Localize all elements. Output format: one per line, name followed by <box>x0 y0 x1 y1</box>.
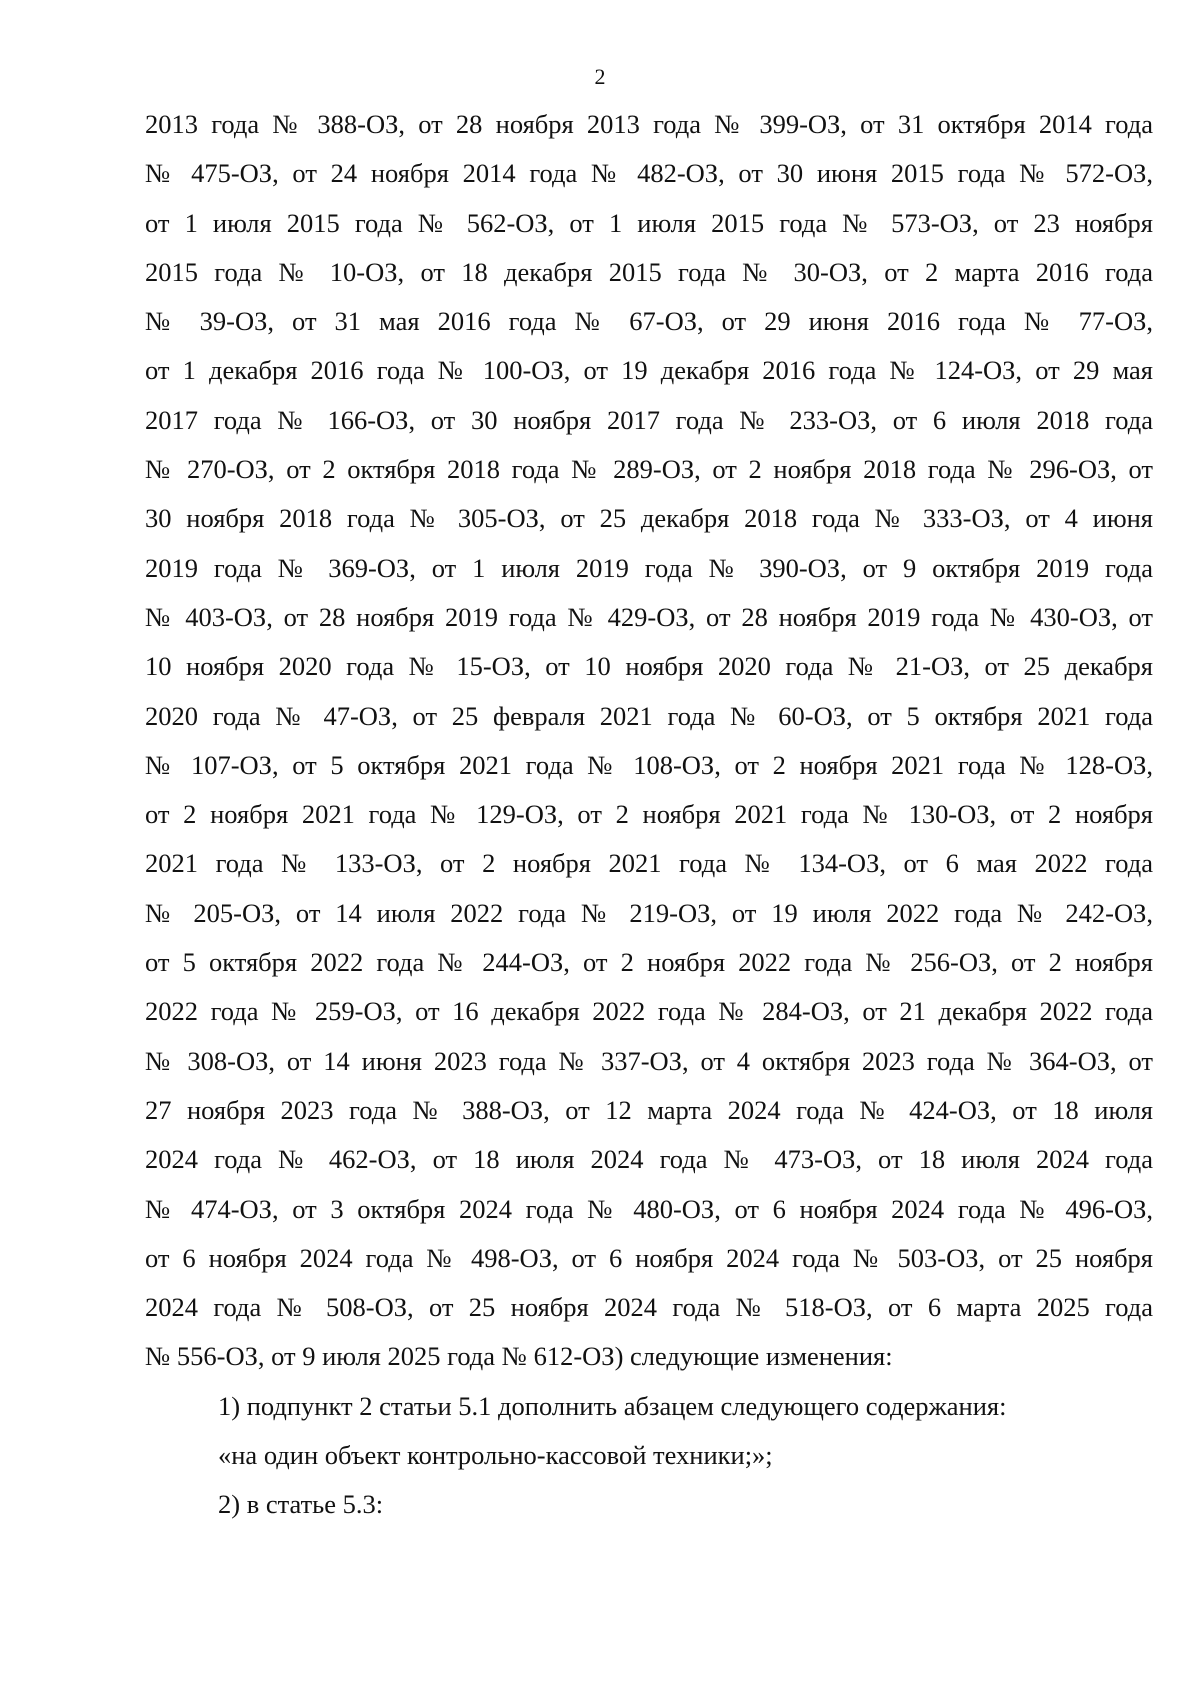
text-line: 30 ноября 2018 года № 305-ОЗ, от 25 декабря 2018 года № 333-ОЗ, от 4 июня <box>145 503 1153 534</box>
text-line: 2019 года № 369-ОЗ, от 1 июля 2019 года № 390-ОЗ, от 9 октября 2019 года <box>145 552 1153 583</box>
text-line: от 2 ноября 2021 года № 129-ОЗ, от 2 ноября 2021 года № 130-ОЗ, от 2 ноября <box>145 799 1153 830</box>
text-line: 2015 года № 10-ОЗ, от 18 декабря 2015 года № 30-ОЗ, от 2 марта 2016 года <box>145 256 1153 287</box>
text-line: № 475-ОЗ, от 24 ноября 2014 года № 482-ОЗ, от 30 июня 2015 года № 572-ОЗ, <box>145 158 1153 189</box>
text-line: 2021 года № 133-ОЗ, от 2 ноября 2021 года № 134-ОЗ, от 6 мая 2022 года <box>145 848 1153 879</box>
amendment-item-2: 2) в статье 5.3: <box>218 1489 384 1520</box>
text-line: от 5 октября 2022 года № 244-ОЗ, от 2 ноября 2022 года № 256-ОЗ, от 2 ноября <box>145 947 1153 978</box>
text-line: 2020 года № 47-ОЗ, от 25 февраля 2021 года № 60-ОЗ, от 5 октября 2021 года <box>145 700 1153 731</box>
page-number: 2 <box>594 64 606 89</box>
text-line: № 205-ОЗ, от 14 июля 2022 года № 219-ОЗ, от 19 июля 2022 года № 242-ОЗ, <box>145 897 1153 928</box>
text-line: от 6 ноября 2024 года № 498-ОЗ, от 6 ноября 2024 года № 503-ОЗ, от 25 ноября <box>145 1242 1153 1273</box>
text-line-last: № 556-ОЗ, от 9 июля 2025 года № 612-ОЗ) следующие изменения: <box>145 1341 893 1372</box>
text-line: 2022 года № 259-ОЗ, от 16 декабря 2022 года № 284-ОЗ, от 21 декабря 2022 года <box>145 996 1153 1027</box>
text-line: № 474-ОЗ, от 3 октября 2024 года № 480-ОЗ, от 6 ноября 2024 года № 496-ОЗ, <box>145 1193 1153 1224</box>
text-line: № 308-ОЗ, от 14 июня 2023 года № 337-ОЗ, от 4 октября 2023 года № 364-ОЗ, от <box>145 1045 1153 1076</box>
text-line: 2024 года № 508-ОЗ, от 25 ноября 2024 года № 518-ОЗ, от 6 марта 2025 года <box>145 1292 1153 1323</box>
text-line: 27 ноября 2023 года № 388-ОЗ, от 12 марта 2024 года № 424-ОЗ, от 18 июля <box>145 1094 1153 1125</box>
amendment-quote: «на один объект контрольно-кассовой техники;»; <box>218 1440 773 1471</box>
text-line: № 403-ОЗ, от 28 ноября 2019 года № 429-ОЗ, от 28 ноября 2019 года № 430-ОЗ, от <box>145 601 1153 632</box>
text-line: от 1 июля 2015 года № 562-ОЗ, от 1 июля 2015 года № 573-ОЗ, от 23 ноября <box>145 207 1153 238</box>
text-line: № 270-ОЗ, от 2 октября 2018 года № 289-ОЗ, от 2 ноября 2018 года № 296-ОЗ, от <box>145 454 1153 485</box>
text-line: № 107-ОЗ, от 5 октября 2021 года № 108-ОЗ, от 2 ноября 2021 года № 128-ОЗ, <box>145 749 1153 780</box>
amendment-item-1: 1) подпункт 2 статьи 5.1 дополнить абзацем следующего содержания: <box>218 1390 1007 1421</box>
text-line: от 1 декабря 2016 года № 100-ОЗ, от 19 декабря 2016 года № 124-ОЗ, от 29 мая <box>145 355 1153 386</box>
text-line: 2013 года № 388-ОЗ, от 28 ноября 2013 года № 399-ОЗ, от 31 октября 2014 года <box>145 109 1153 139</box>
text-line: 10 ноября 2020 года № 15-ОЗ, от 10 ноября 2020 года № 21-ОЗ, от 25 декабря <box>145 651 1153 682</box>
text-line: № 39-ОЗ, от 31 мая 2016 года № 67-ОЗ, от 29 июня 2016 года № 77-ОЗ, <box>145 306 1153 337</box>
text-line: 2024 года № 462-ОЗ, от 18 июля 2024 года № 473-ОЗ, от 18 июля 2024 года <box>145 1144 1153 1175</box>
text-line: 2017 года № 166-ОЗ, от 30 ноября 2017 года № 233-ОЗ, от 6 июля 2018 года <box>145 404 1153 435</box>
document-body <box>145 108 1153 1538</box>
